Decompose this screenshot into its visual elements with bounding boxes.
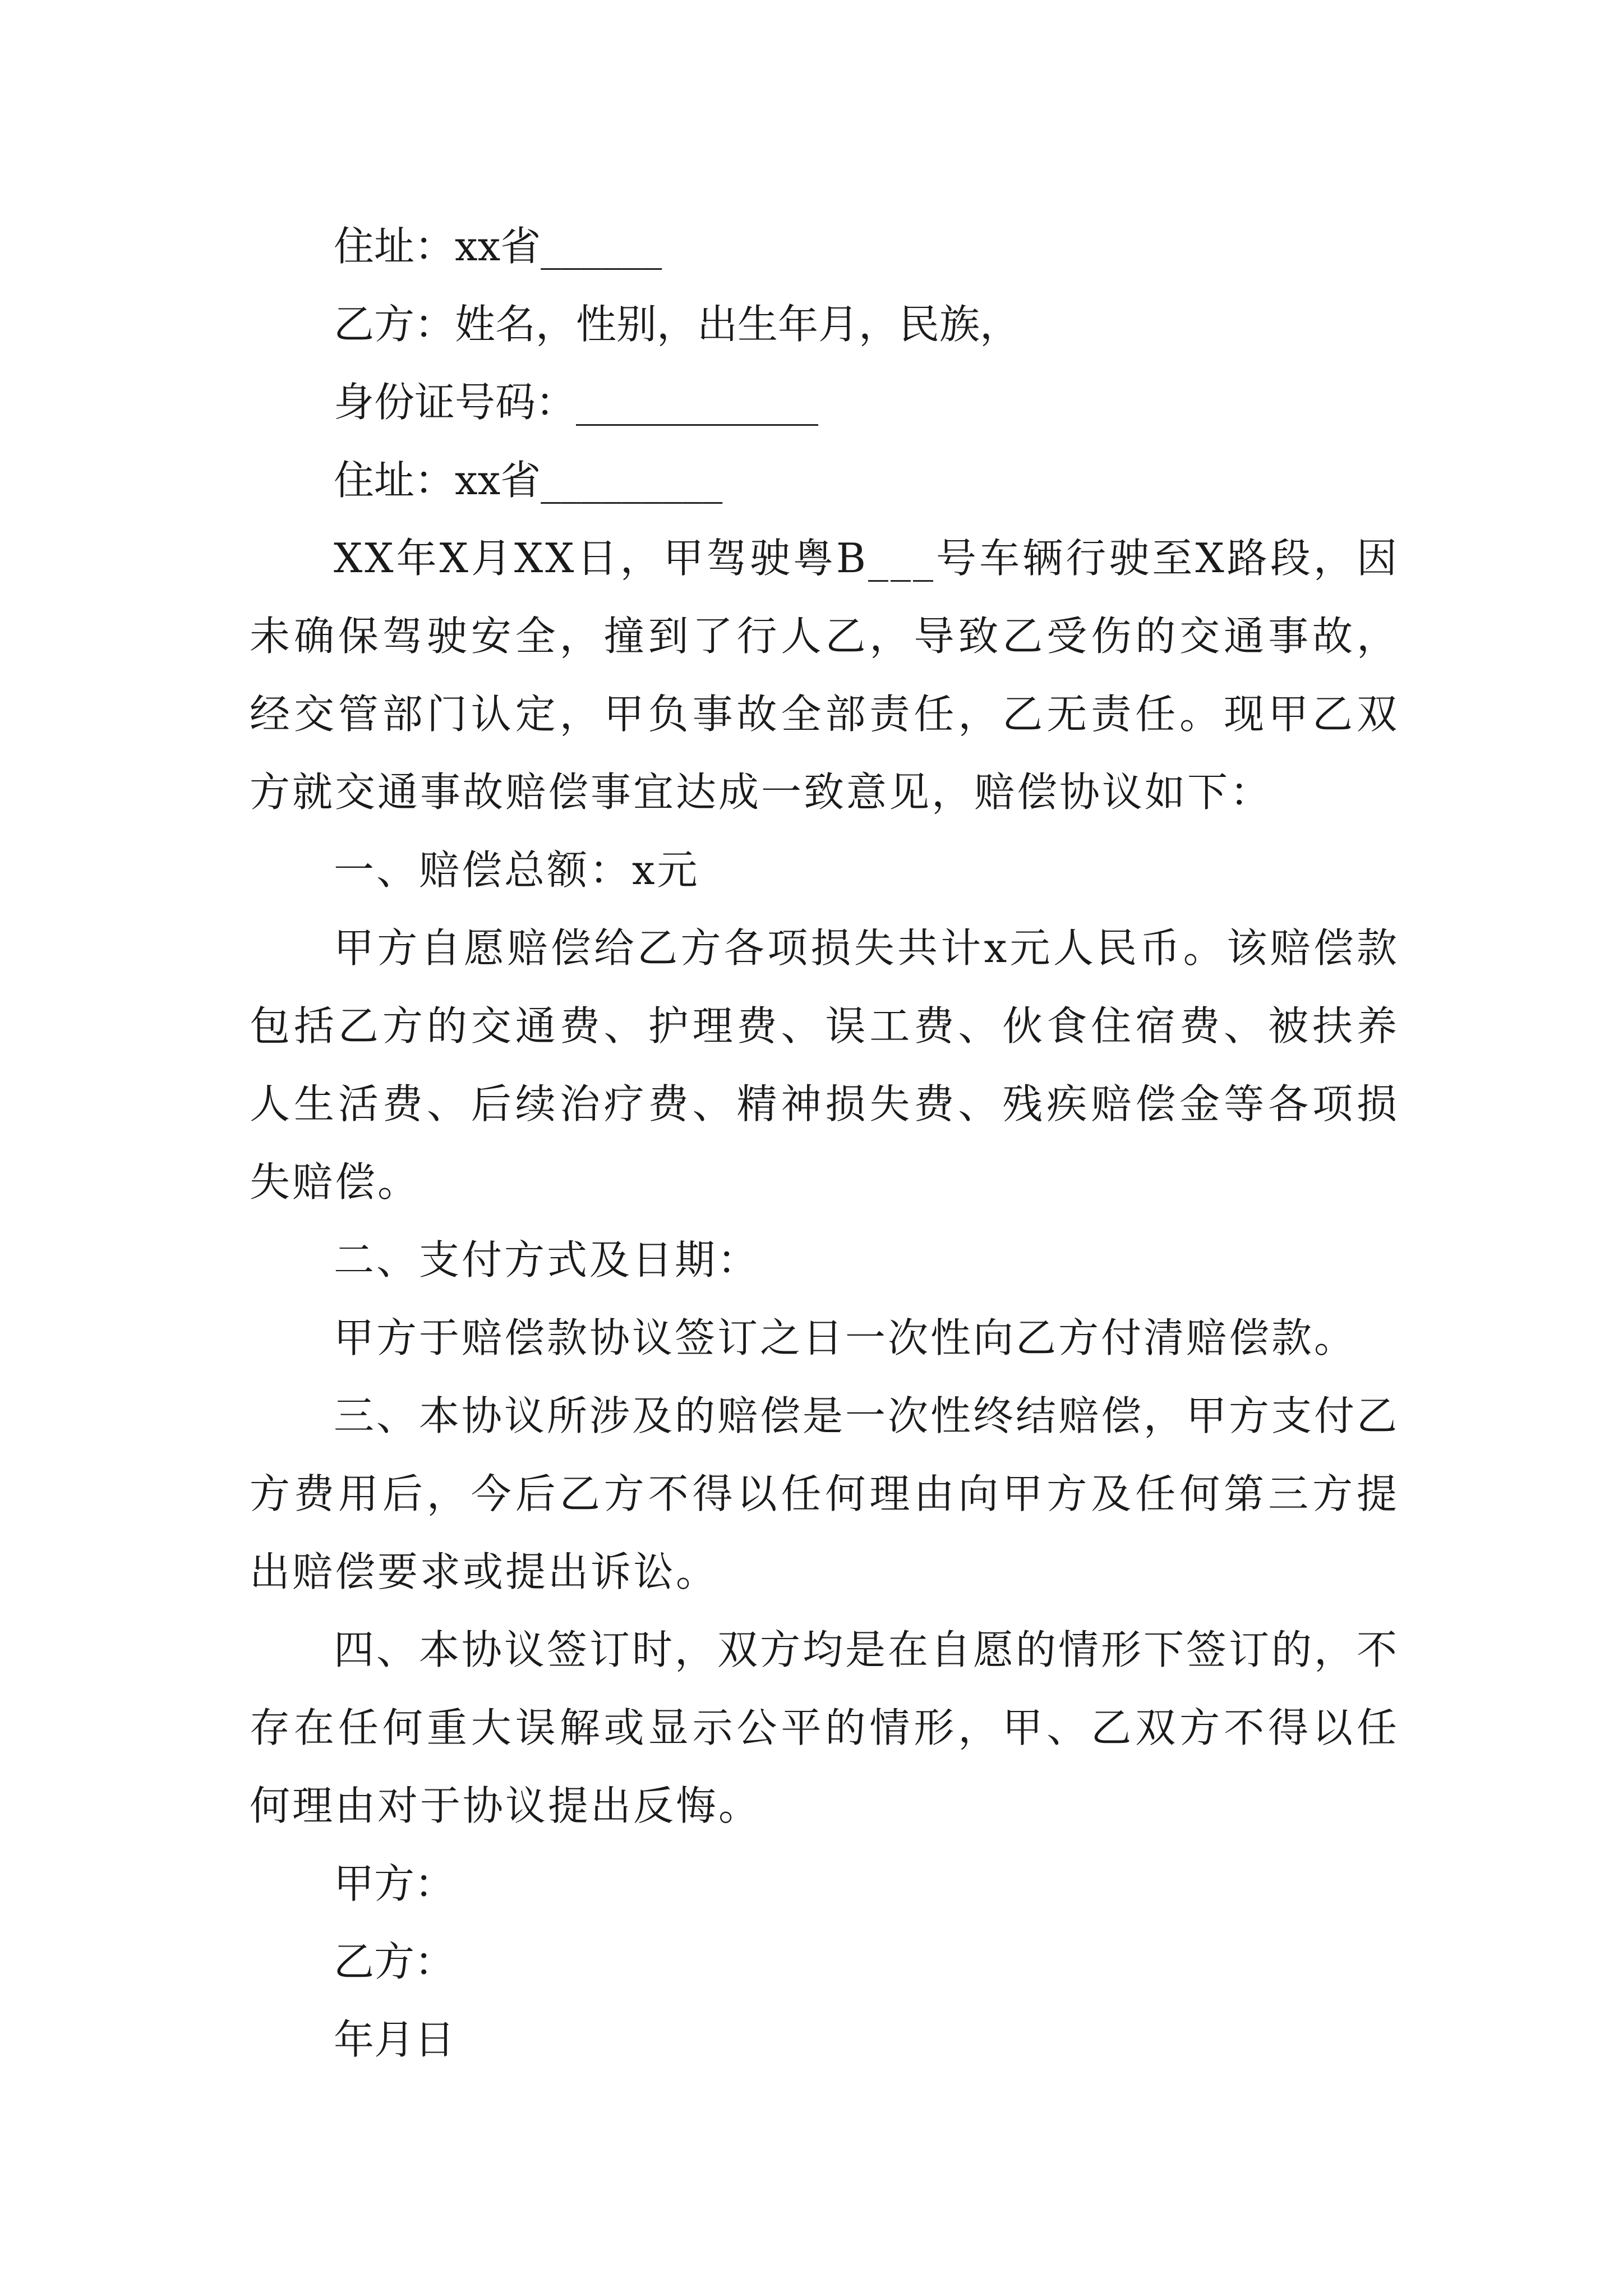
section-1-body: 甲方自愿赔偿给乙方各项损失共计x元人民币。该赔偿款包括乙方的交通费、护理费、误工费、伙食住宿费、被扶养人生活费、后续治疗费、精神损失费、残疾赔偿金等各项损失赔偿。 bbox=[250, 924, 1399, 1205]
section-4: 四、本协议签订时，双方均是在自愿的情形下签订的，不存在任何重大误解或显示公平的情形，甲、乙双方不得以任何理由对于协议提出反悔。 bbox=[250, 1626, 1400, 1829]
party-b-address: 住址：xx省_________ bbox=[334, 457, 723, 504]
section-3: 三、本协议所涉及的赔偿是一次性终结赔偿，甲方支付乙方费用后，今后乙方不得以任何理由向甲方及任何第三方提出赔偿要求或提出诉讼。 bbox=[250, 1392, 1400, 1595]
document-body bbox=[250, 208, 1399, 2079]
party-b-id-number: 身份证号码：____________ bbox=[334, 379, 819, 426]
party-a-address: 住址：xx省______ bbox=[334, 223, 662, 270]
signature-party-a: 甲方： bbox=[334, 1860, 455, 1907]
section-1-heading: 一、赔偿总额：x元 bbox=[334, 846, 700, 894]
signature-party-b: 乙方： bbox=[334, 1938, 455, 1985]
signature-date: 年月日 bbox=[334, 2016, 455, 2063]
accident-description: XX年X月XX日，甲驾驶粤B___号车辆行驶至X路段，因未确保驾驶安全，撞到了行人乙，导致乙受伤的交通事故，经交管部门认定，甲负事故全部责任，乙无责任。现甲乙双方就交通事故赔偿事宜达成一致意见，赔偿协议如下： bbox=[250, 535, 1399, 816]
party-b-info: 乙方：姓名，性别，出生年月，民族， bbox=[334, 301, 1021, 348]
section-2-body: 甲方于赔偿款协议签订之日一次性向乙方付清赔偿款。 bbox=[334, 1314, 1357, 1361]
section-2-heading: 二、支付方式及日期： bbox=[334, 1236, 760, 1283]
